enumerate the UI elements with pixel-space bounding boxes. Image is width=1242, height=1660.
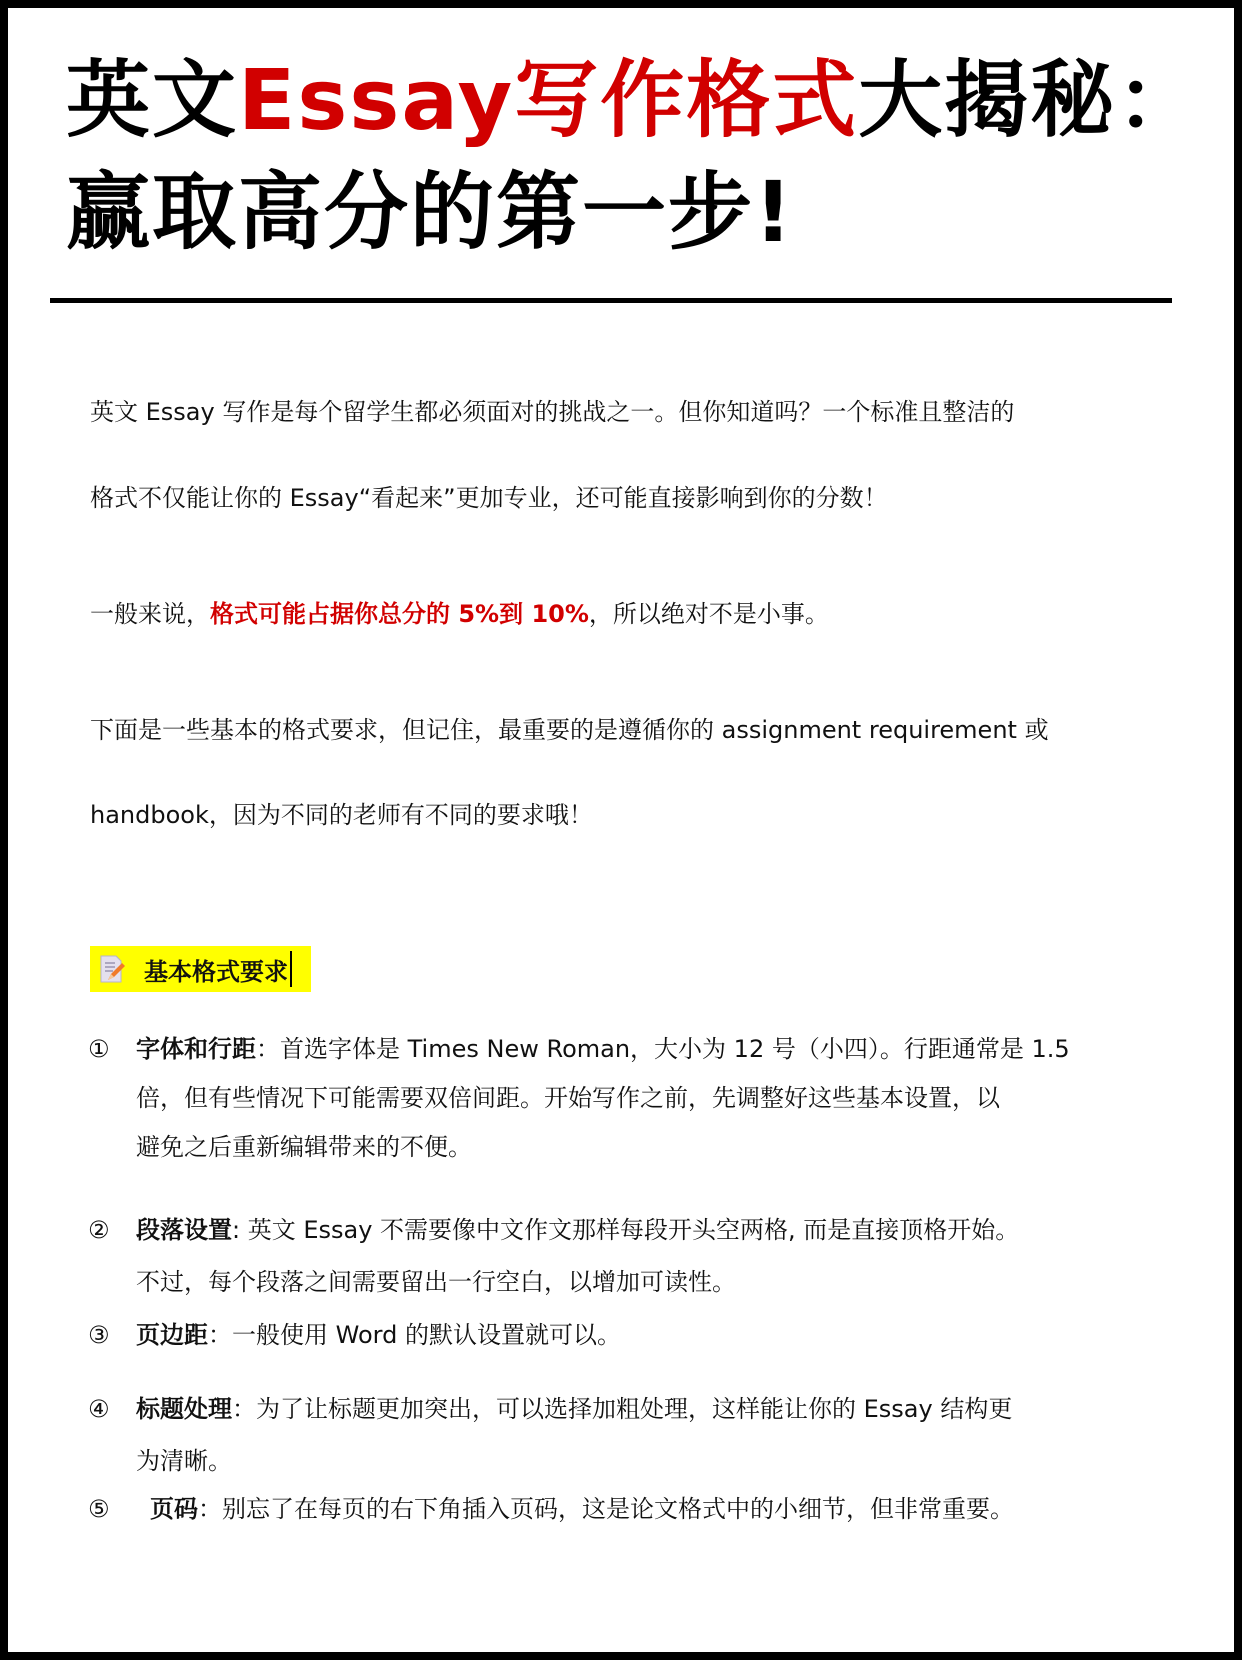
item-line: [136, 1218, 1019, 1242]
intro-line: [90, 602, 829, 626]
item-number: ④: [88, 1395, 110, 1423]
emphasis-text: 格式可能占据你总分的 5%到 10%: [210, 600, 589, 628]
item-line: 为清晰。: [136, 1447, 232, 1475]
text: ，所以绝对不是小事。: [588, 600, 829, 628]
item-label: 字体和行距: [136, 1035, 256, 1063]
item-label: 标题处理: [136, 1395, 232, 1423]
item-number: ①: [88, 1035, 110, 1063]
item-line: 不过，每个段落之间需要留出一行空白，以增加可读性。: [136, 1268, 736, 1296]
item-text: : 英文 Essay 不需要像中文作文那样每段开头空两格, 而是直接顶格开始。: [232, 1216, 1020, 1244]
title-text: 大揭秘：: [858, 51, 1203, 149]
title-line-1: [66, 51, 1203, 149]
intro-line: 格式不仅能让你的 Essay“看起来”更加专业，还可能直接影响到你的分数！: [90, 484, 888, 512]
item-number: ⑤: [88, 1495, 110, 1523]
item-line: [150, 1497, 1014, 1521]
title-text: 英文: [66, 51, 239, 149]
intro-line: 下面是一些基本的格式要求，但记住，最重要的是遵循你的 assignment requirement 或: [90, 716, 1049, 744]
item-text: ：一般使用 Word 的默认设置就可以。: [208, 1321, 621, 1349]
item-label: 段落设置: [136, 1216, 232, 1244]
title-highlight: Essay写作格式: [238, 51, 859, 149]
item-line: [136, 1323, 621, 1347]
intro-line: handbook，因为不同的老师有不同的要求哦！: [90, 801, 593, 829]
memo-pencil-icon: [98, 954, 126, 984]
item-line: [136, 1037, 1070, 1061]
item-text: ：别忘了在每页的右下角插入页码，这是论文格式中的小细节，但非常重要。: [198, 1495, 1014, 1523]
item-line: 避免之后重新编辑带来的不便。: [136, 1133, 472, 1161]
item-label: 页码: [150, 1495, 198, 1523]
item-number: ②: [88, 1216, 110, 1244]
intro-line: 英文 Essay 写作是每个留学生都必须面对的挑战之一。但你知道吗？一个标准且整洁的: [90, 398, 1015, 426]
divider: [50, 298, 1172, 303]
text: 一般来说，: [90, 600, 210, 628]
title-line-2: 赢取高分的第一步!: [66, 163, 795, 261]
text-cursor: [290, 951, 292, 987]
item-number: ③: [88, 1321, 110, 1349]
section-heading-text: 基本格式要求: [144, 957, 288, 986]
item-label: 页边距: [136, 1321, 208, 1349]
item-text: ：首选字体是 Times New Roman，大小为 12 号（小四）。行距通常是 1.5: [256, 1035, 1070, 1063]
item-line: 倍，但有些情况下可能需要双倍间距。开始写作之前，先调整好这些基本设置，以: [136, 1084, 1000, 1112]
section-heading: [90, 946, 311, 992]
item-line: [136, 1397, 1012, 1421]
item-text: ：为了让标题更加突出，可以选择加粗处理，这样能让你的 Essay 结构更: [232, 1395, 1013, 1423]
